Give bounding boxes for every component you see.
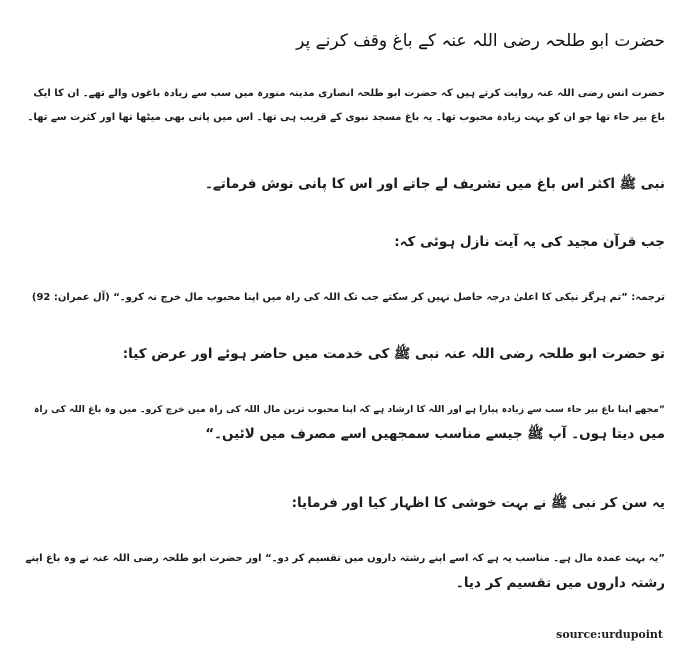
source-credit: source:urdupoint (556, 628, 663, 641)
paragraph-prophet-visits (22, 172, 665, 196)
paragraph-line: باغ بیر حاء تھا جو ان کو بہت زیادہ محبوب تھا۔ یہ باغ مسجد نبوی کے قریب ہی تھا۔ اس میں پانی بھی میٹھا تھا اور کثرت سے تھا۔ (27, 112, 665, 123)
paragraph-line: نبی ﷺ اکثر اس باغ میں تشریف لے جاتے اور اس کا پانی نوش فرماتے۔ (204, 176, 665, 192)
paragraph-line: تو حضرت ابو طلحہ رضی اللہ عنہ نبی ﷺ کی خدمت میں حاضر ہوئے اور عرض کیا: (122, 346, 665, 362)
paragraph-conclusion (22, 547, 665, 595)
paragraph-translation (22, 286, 665, 310)
paragraph-verse-intro (22, 230, 665, 254)
paragraph-line: رشتہ داروں میں تقسیم کر دیا۔ (455, 575, 665, 591)
paragraph-line: میں دیتا ہوں۔ آپ ﷺ جیسے مناسب سمجھیں اسے مصرف میں لائیں۔“ (205, 426, 665, 442)
paragraph-intro (22, 82, 665, 130)
paragraph-prophet-response (22, 491, 665, 515)
paragraph-line: حضرت انس رضی اللہ عنہ روایت کرتے ہیں کہ حضرت ابو طلحہ انصاری مدینہ منورہ میں سب سے زیادہ باغوں والے تھے۔ ان کا ایک (33, 88, 665, 99)
paragraph-line: ”مجھے اپنا باغ بیر حاء سب سے زیادہ پیارا ہے اور اللہ کا ارشاد ہے کہ اپنا محبوب ترین مال اللہ کی راہ میں خرچ کرو۔ میں وہ باغ اللہ کی راہ (33, 404, 665, 415)
paragraph-line: ترجمہ: ”تم ہرگز نیکی کا اعلیٰ درجہ حاصل نہیں کر سکتے جب تک اللہ کی راہ میں اپنا محبوب مال خرچ نہ کرو۔“ (آل عمران: 92) (31, 292, 665, 303)
paragraph-quote-garden (22, 398, 665, 446)
article-title: حضرت ابو طلحہ رضی اللہ عنہ کے باغ وقف کرنے پر (296, 31, 665, 51)
paragraph-line: یہ سن کر نبی ﷺ نے بہت خوشی کا اظہار کیا اور فرمایا: (291, 495, 665, 511)
paragraph-line: ”یہ بہت عمدہ مال ہے۔ مناسب یہ ہے کہ اسے اپنے رشتہ داروں میں تقسیم کر دو۔“ اور حضرت ابو طلحہ رضی اللہ عنہ نے وہ باغ اپنے (25, 553, 665, 564)
paragraph-abu-talha-request (22, 342, 665, 366)
paragraph-line: جب قرآن مجید کی یہ آیت نازل ہوئی کہ: (394, 234, 665, 250)
